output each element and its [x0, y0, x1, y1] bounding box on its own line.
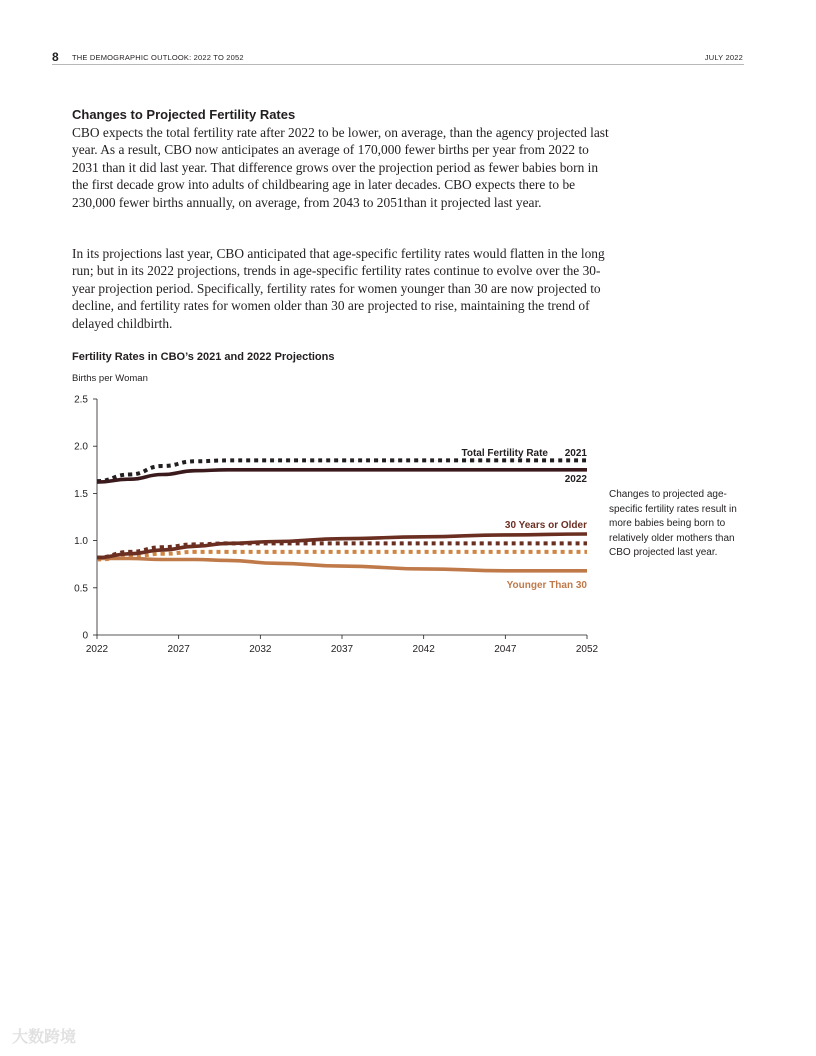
running-header-title: THE DEMOGRAPHIC OUTLOOK: 2022 TO 2052 — [72, 53, 244, 62]
section-title: Changes to Projected Fertility Rates — [72, 107, 296, 122]
series-younger-2022 — [97, 559, 587, 571]
x-tick-label: 2032 — [249, 644, 272, 655]
chart-y-axis-label: Births per Woman — [72, 373, 148, 384]
x-tick-label: 2027 — [167, 644, 190, 655]
running-header-date: JULY 2022 — [704, 53, 743, 62]
x-tick-label: 2052 — [575, 644, 599, 655]
body-paragraph-2: In its projections last year, CBO anticipated that age-specific fertility rates would flatten in the long run; but in its 2022 projections, trends in age-specific fertility rates continue to evolve over the 30-year projection period. Specifically, fertility rates for women younger than 30 are now projected to decline, and fertility rates for women older than 30 are projected to rise, maintaining the trend of delayed childbirth. — [72, 246, 605, 331]
label-2022: 2022 — [564, 474, 587, 485]
body-paragraph-1: CBO expects the total fertility rate after 2022 to be lower, on average, than the agency projected last year. As a result, CBO now anticipates an average of 170,000 fewer births per year from 2022 to 2031 than it did last year. That difference grows over the projection period as fewer babies born in the first decade grow into adults of childbearing age in later decades. CBO expects there to be 230,000 fewer births annually, on average, from 2043 to 2051than it projected last year. — [72, 125, 609, 210]
y-tick-label: 1.5 — [74, 488, 88, 500]
chart-title: Fertility Rates in CBO’s 2021 and 2022 Projections — [72, 351, 335, 363]
label-2021: 2021 — [564, 448, 587, 459]
y-tick-label: 0 — [82, 630, 88, 642]
x-tick-label: 2037 — [330, 644, 354, 655]
chart-annotation: Changes to projected age-specific fertility rates result in more babies being born to relatively older mothers than CBO projected last year. — [609, 489, 737, 558]
y-tick-label: 0.5 — [74, 583, 88, 595]
y-tick-label: 2.0 — [74, 441, 88, 453]
page-number: 8 — [52, 50, 59, 64]
y-tick-label: 2.5 — [74, 394, 88, 406]
x-tick-label: 2042 — [412, 644, 435, 655]
watermark: 大数跨境 — [12, 1029, 77, 1046]
older-label: 30 Years or Older — [504, 520, 587, 531]
x-tick-label: 2047 — [494, 644, 517, 655]
x-tick-label: 2022 — [85, 644, 109, 655]
younger-label: Younger Than 30 — [506, 580, 587, 591]
tfr-label: Total Fertility Rate — [461, 448, 548, 459]
y-tick-label: 1.0 — [74, 536, 88, 548]
series-tfr-2022 — [97, 470, 587, 482]
